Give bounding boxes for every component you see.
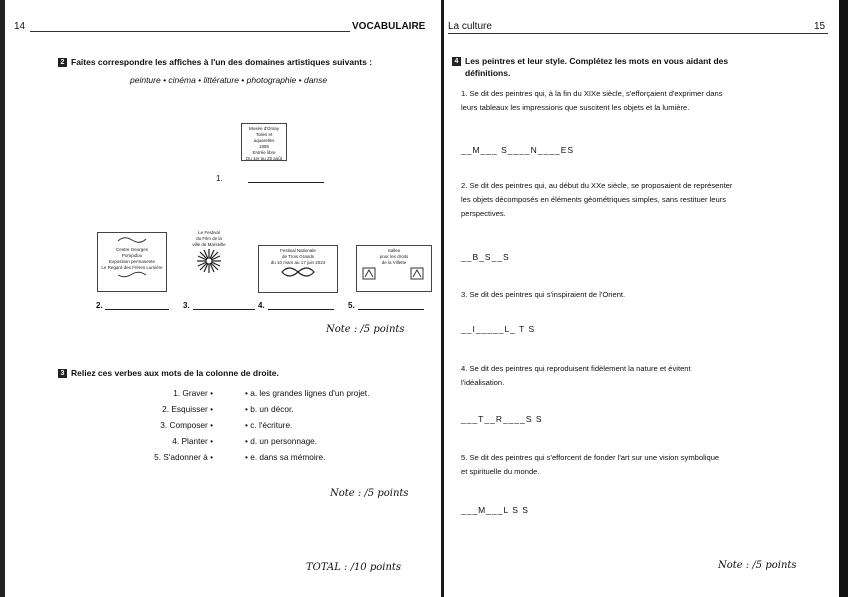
poster-1-line: Entrée libre <box>252 150 276 156</box>
exercise-4-text-line1: Les peintres et leur style. Complétez les mots en vous aidant des <box>465 56 729 66</box>
answer-line-4[interactable] <box>268 309 334 310</box>
ornament-icon <box>117 235 147 245</box>
poster-5-line: pour les droits <box>379 254 409 260</box>
verb-item[interactable]: 1. Graver • <box>173 388 213 398</box>
header-rule <box>30 31 350 32</box>
poster-4-line: de Trois Grands <box>281 254 314 260</box>
section-title: La culture <box>448 21 492 32</box>
poster-1-line: Toiles et aquarelles <box>253 132 275 144</box>
word-blank-1[interactable]: __M___ S____N____ES <box>461 145 575 155</box>
word-blank-2[interactable]: __B_S__S <box>461 252 510 262</box>
definition-line: l'idéalisation. <box>461 378 505 387</box>
page-number: 14 <box>14 21 26 32</box>
definition-5 <box>461 451 841 479</box>
header-rule <box>448 33 828 34</box>
poster-3-line: du Film de la <box>196 236 222 242</box>
poster-1 <box>241 123 287 161</box>
poster-2-line: Pompidou <box>121 253 143 259</box>
verb-item[interactable]: 5. S'adonner à • <box>154 452 213 462</box>
exercise-2-text: Faites correspondre les affiches à l'un des domaines artistiques suivants : <box>71 57 373 67</box>
poster-1-line: Musée d'Orsay <box>248 126 280 131</box>
definition-2 <box>461 179 841 221</box>
film-reel-icon <box>280 266 316 278</box>
verb-item[interactable]: 4. Planter • <box>172 436 213 446</box>
definition-1 <box>461 87 841 115</box>
poster-2-line: Le Regard des Frères Lumière <box>101 265 163 271</box>
sunburst-icon <box>196 248 222 274</box>
word-blank-3[interactable]: __I_____L_ T S <box>461 324 536 334</box>
answer-label-4: 4. <box>258 301 265 310</box>
poster-5-line: de la Villette <box>381 260 407 266</box>
total-score: TOTAL : /10 points <box>306 562 402 573</box>
exercise-number-badge: 3 <box>58 369 67 378</box>
dancer-icons <box>361 266 427 280</box>
definition-line: 1. Se dit des peintres qui, à la fin du XIXe siècle, s'efforçaient d'exprimer dans <box>461 89 723 98</box>
definition-line: perspectives. <box>461 209 506 218</box>
poster-3-line: Le Festival <box>198 230 220 235</box>
poster-4-line: Festival Nationale <box>280 248 316 253</box>
poster-2-line: Exposition permanente <box>108 259 156 265</box>
poster-1-line: 1885 <box>258 144 269 150</box>
poster-4 <box>258 245 338 293</box>
poster-1-line: Du 1er au 25 août <box>245 156 283 162</box>
exercise-3-instruction <box>58 368 279 378</box>
poster-3 <box>184 228 234 294</box>
answer-line-1[interactable] <box>248 182 324 183</box>
word-blank-5[interactable]: ___M___L S S <box>461 505 529 515</box>
word-blank-4[interactable]: ___T__R____S S <box>461 414 543 424</box>
answer-label-3: 3. <box>183 301 190 310</box>
answer-label-5: 5. <box>348 301 355 310</box>
exercise-4-instruction <box>452 56 728 66</box>
section-title: VOCABULAIRE <box>352 21 426 32</box>
poster-5-line: Salles <box>387 248 401 253</box>
verb-item[interactable]: 2. Esquisser • <box>162 404 213 414</box>
exercise-number-badge: 4 <box>452 57 461 66</box>
poster-4-line: du 10 mars au 17 juin 2024 <box>270 260 326 266</box>
definition-3 <box>461 288 841 302</box>
definition-line: 3. Se dit des peintres qui s'inspiraient de l'Orient. <box>461 290 626 299</box>
definition-item[interactable]: • d. un personnage. <box>245 436 318 446</box>
poster-2 <box>97 232 167 292</box>
verb-item[interactable]: 3. Composer • <box>160 420 213 430</box>
definition-4 <box>461 362 841 390</box>
answer-line-2[interactable] <box>105 309 169 310</box>
poster-2-line: Centre Georges <box>115 247 149 253</box>
right-page <box>444 0 848 597</box>
answer-line-5[interactable] <box>358 309 424 310</box>
definition-item[interactable]: • b. un décor. <box>245 404 294 414</box>
definition-line: 5. Se dit des peintres qui s'efforcent de fonder l'art sur une vision symbolique <box>461 453 720 462</box>
poster-3-line: ville de Marseille <box>192 242 226 248</box>
poster-5 <box>356 245 432 292</box>
exercise-4-score: Note : /5 points <box>718 560 797 571</box>
definition-line: les objets décomposés en éléments géométriques simples, sans restituer leurs <box>461 195 727 204</box>
answer-label-1: 1. <box>216 174 223 183</box>
answer-label-2: 2. <box>96 301 103 310</box>
page-number: 15 <box>814 21 826 32</box>
exercise-4-text-line2: définitions. <box>465 68 511 78</box>
definition-item[interactable]: • e. dans sa mémoire. <box>245 452 326 462</box>
definition-line: 2. Se dit des peintres qui, au début du XXe siècle, se proposaient de représenter <box>461 181 733 190</box>
definition-line: 4. Se dit des peintres qui reproduisent fidèlement la nature et évitent <box>461 364 691 373</box>
exercise-2-score: Note : /5 points <box>326 324 405 335</box>
exercise-2-instruction <box>58 57 372 67</box>
definition-item[interactable]: • c. l'écriture. <box>245 420 293 430</box>
definition-line: leurs tableaux les impressions que suscitent les objets et la lumière. <box>461 103 690 112</box>
answer-line-3[interactable] <box>193 309 255 310</box>
artistic-domains-list: peinture • cinéma • littérature • photographie • danse <box>130 75 328 85</box>
ornament-icon <box>117 271 147 279</box>
exercise-number-badge: 2 <box>58 58 67 67</box>
exercise-3-score: Note : /5 points <box>330 488 409 499</box>
definition-item[interactable]: • a. les grandes lignes d'un projet. <box>245 388 370 398</box>
exercise-3-text: Reliez ces verbes aux mots de la colonne de droite. <box>71 368 279 378</box>
definition-line: et spirituelle du monde. <box>461 467 540 476</box>
